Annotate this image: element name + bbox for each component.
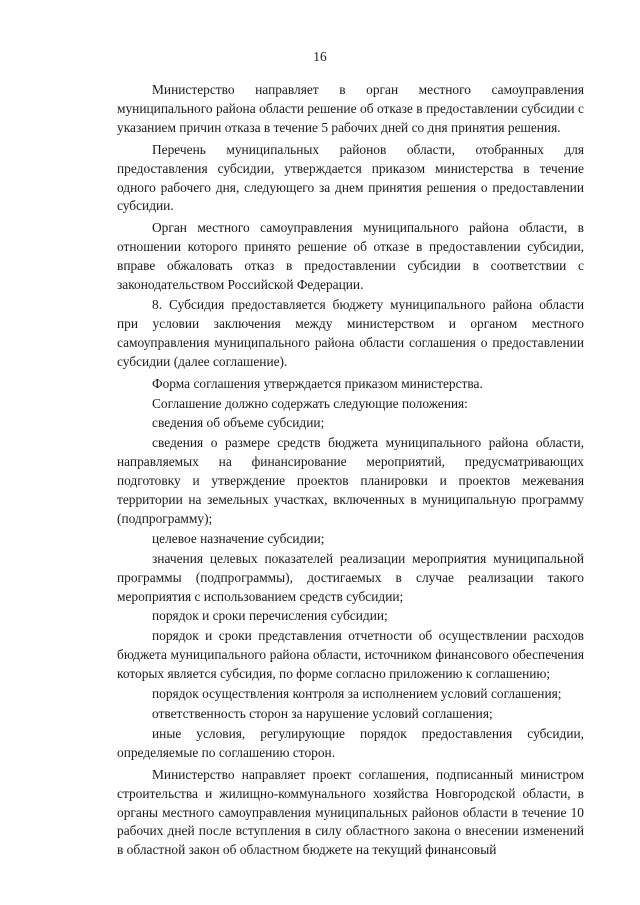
page-number: 16	[313, 49, 327, 64]
document-body	[117, 81, 584, 860]
paragraph-agreement-form: Форма соглашения утверждается приказом министерства.	[152, 375, 483, 391]
paragraph-refusal-notice: Министерство направляет в орган местного самоуправления муниципального района области решение об отказе в предоставлении субсидии с указанием причин отказа в течение 5 рабочих дней со дня принятия решения.	[117, 82, 584, 135]
list-item-other-conditions: иные условия, регулирующие порядок предоставления субсидии, определяемые по соглашению сторон.	[117, 725, 584, 760]
paragraph-draft-agreement: Министерство направляет проект соглашения, подписанный министром строительства и жилищно-коммунального хозяйства Новгородской области, в органы местного самоуправления муниципальных районов области в течение 10 рабочих дней после вступления в силу областного закона о внесении изменений в областной закон об областном бюджете на текущий финансовый	[117, 766, 584, 858]
paragraph-item-8: 8. Субсидия предоставляется бюджету муниципального района области при условии заключения между министерством и органом местного самоуправления муниципального района области соглашения о предоставлении субсидии (далее соглашение).	[117, 296, 584, 369]
list-item-responsibility: ответственность сторон за нарушение условий соглашения;	[152, 706, 493, 721]
paragraph-districts-list: Перечень муниципальных районов области, отобранных для предоставления субсидии, утверждается приказом министерства в течение одного рабочего дня, следующего за днем принятия решения о предоставлении субсидии.	[117, 141, 584, 214]
paragraph-appeal-right: Орган местного самоуправления муниципального района области, в отношении которого принято решение об отказе в предоставлении субсидии, вправе обжаловать отказ в предоставлении субсидии в соответствии с законодательством Российской Федерации.	[117, 220, 584, 293]
list-item-transfer-terms: порядок и сроки перечисления субсидии;	[152, 608, 388, 624]
list-item-subsidy-amount: сведения об объеме субсидии;	[152, 415, 325, 431]
list-item-budget-funds: сведения о размере средств бюджета муниципального района области, направляемых на финансирование мероприятий, предусматривающих подготовку и утверждение проектов планировки и проектов межевания территории на земельных участках, включенных в муниципальную программу (подпрограмму);	[117, 435, 584, 526]
list-item-target-indicators: значения целевых показателей реализации мероприятия муниципальной программы (подпрограммы), достигаемых в случае реализации такого мероприятия с использованием средств субсидии;	[117, 550, 584, 604]
list-item-control: порядок осуществления контроля за исполнением условий соглашения;	[152, 686, 562, 702]
paragraph-agreement-contents: Соглашение должно содержать следующие положения:	[152, 395, 468, 411]
list-item-purpose: целевое назначение субсидии;	[152, 530, 325, 546]
list-item-reporting: порядок и сроки представления отчетности об осуществлении расходов бюджета муниципального района области, источником финансового обеспечения которых является субсидия, по форме согласно приложению к соглашению;	[117, 628, 584, 682]
